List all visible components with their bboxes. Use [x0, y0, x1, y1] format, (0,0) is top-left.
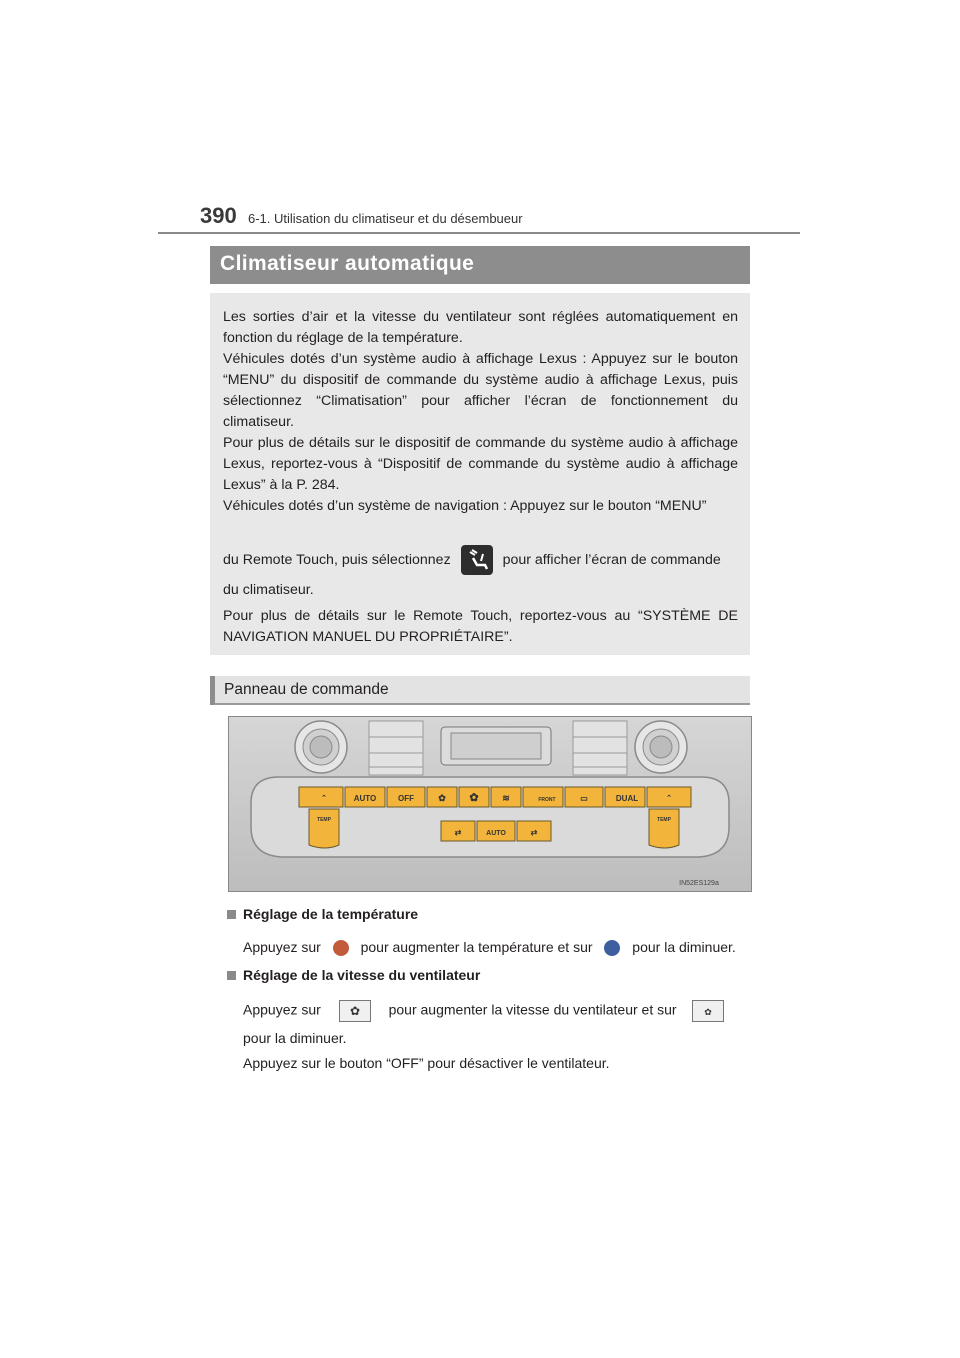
dual-button-label: DUAL: [615, 794, 639, 803]
bullet-square: [227, 971, 236, 980]
fan-heading: Réglage de la vitesse du ventilateur: [227, 967, 480, 983]
fan-up-icon: [339, 1000, 371, 1022]
temperature-heading: Réglage de la température: [227, 906, 418, 922]
page-number: 390: [200, 203, 237, 228]
fan-text: Appuyez sur ✿ pour augmenter la vitesse du ventilateur et sur ✿: [243, 1000, 743, 1022]
subsection-bar: [210, 676, 750, 705]
fan-off-text: Appuyez sur le bouton “OFF” pour désactiver le ventilateur.: [243, 1055, 610, 1071]
fan-down-icon: [692, 1000, 724, 1022]
intro-paragraph-4a: Véhicules dotés d’un système de navigation : Appuyez sur le bouton “MENU”: [223, 498, 707, 514]
svg-text:⇄: ⇄: [530, 828, 538, 837]
temp-down-icon: [604, 940, 620, 956]
climate-seat-icon: [461, 545, 493, 575]
subsection-title: Panneau de commande: [224, 681, 389, 698]
svg-text:▭: ▭: [580, 794, 588, 803]
section-title: Climatiseur automatique: [220, 252, 475, 275]
bullet-square: [227, 910, 236, 919]
intro-paragraph-3: Pour plus de détails sur le dispositif de commande du système audio à affichage Lexus, reportez-vous à “Dispositif de commande du système audio à affichage Lexus” à la P. 284.: [223, 435, 738, 493]
control-panel-illustration: [229, 717, 751, 891]
section-path: 6-1. Utilisation du climatiseur et du désembueur: [248, 211, 523, 226]
intro-paragraph-1: Les sorties d’air et la vitesse du ventilateur sont réglées automatiquement en fonction du réglage de la température.: [223, 309, 738, 346]
intro-p4b-before: du Remote Touch, puis sélectionnez: [223, 552, 451, 568]
svg-text:⌃: ⌃: [321, 795, 327, 802]
page-header: [200, 203, 800, 235]
svg-text:⌃: ⌃: [666, 795, 672, 802]
temperature-text: Appuyez sur pour augmenter la température et sur pour la diminuer.: [243, 939, 736, 955]
temp-right-label: TEMP: [657, 817, 671, 823]
svg-text:≋: ≋: [502, 793, 510, 803]
subsection-accent: [210, 676, 215, 705]
intro-paragraph-4c: du climatiseur.: [223, 582, 314, 598]
fan-text-end: pour la diminuer.: [243, 1030, 347, 1046]
temp-up-icon: [333, 940, 349, 956]
intro-box: [210, 293, 750, 655]
auto-button-label: AUTO: [353, 794, 377, 803]
intro-p4b-after: pour afficher l’écran de commande: [502, 552, 721, 568]
intro-paragraph-4b: [223, 545, 738, 575]
svg-text:⇄: ⇄: [454, 828, 462, 837]
section-title-bar: [210, 246, 750, 284]
svg-text:✿: ✿: [438, 793, 446, 803]
svg-text:✿: ✿: [349, 1004, 360, 1018]
intro-paragraph-5: Pour plus de détails sur le Remote Touch, reportez-vous au “SYSTÈME DE NAVIGATION MANUEL DU PROPRIÉTAIRE”.: [223, 608, 738, 645]
front-button-label: FRONT: [538, 797, 556, 803]
svg-text:✿: ✿: [469, 792, 479, 804]
svg-text:✿: ✿: [704, 1007, 713, 1017]
figure-code: IN52ES129a: [679, 880, 719, 887]
off-button-label: OFF: [398, 794, 414, 803]
control-panel-figure: [228, 716, 752, 892]
intro-paragraph-2: Véhicules dotés d’un système audio à affichage Lexus : Appuyez sur le bouton “MENU” du dispositif de commande du système audio à affichage Lexus, puis sélectionnez “Climatisation” pour afficher l’écran de fonctionnement du climatiseur.: [223, 351, 738, 430]
temp-left-label: TEMP: [317, 817, 331, 823]
auto-bottom-label: AUTO: [486, 830, 506, 837]
header-rule: [158, 232, 800, 234]
